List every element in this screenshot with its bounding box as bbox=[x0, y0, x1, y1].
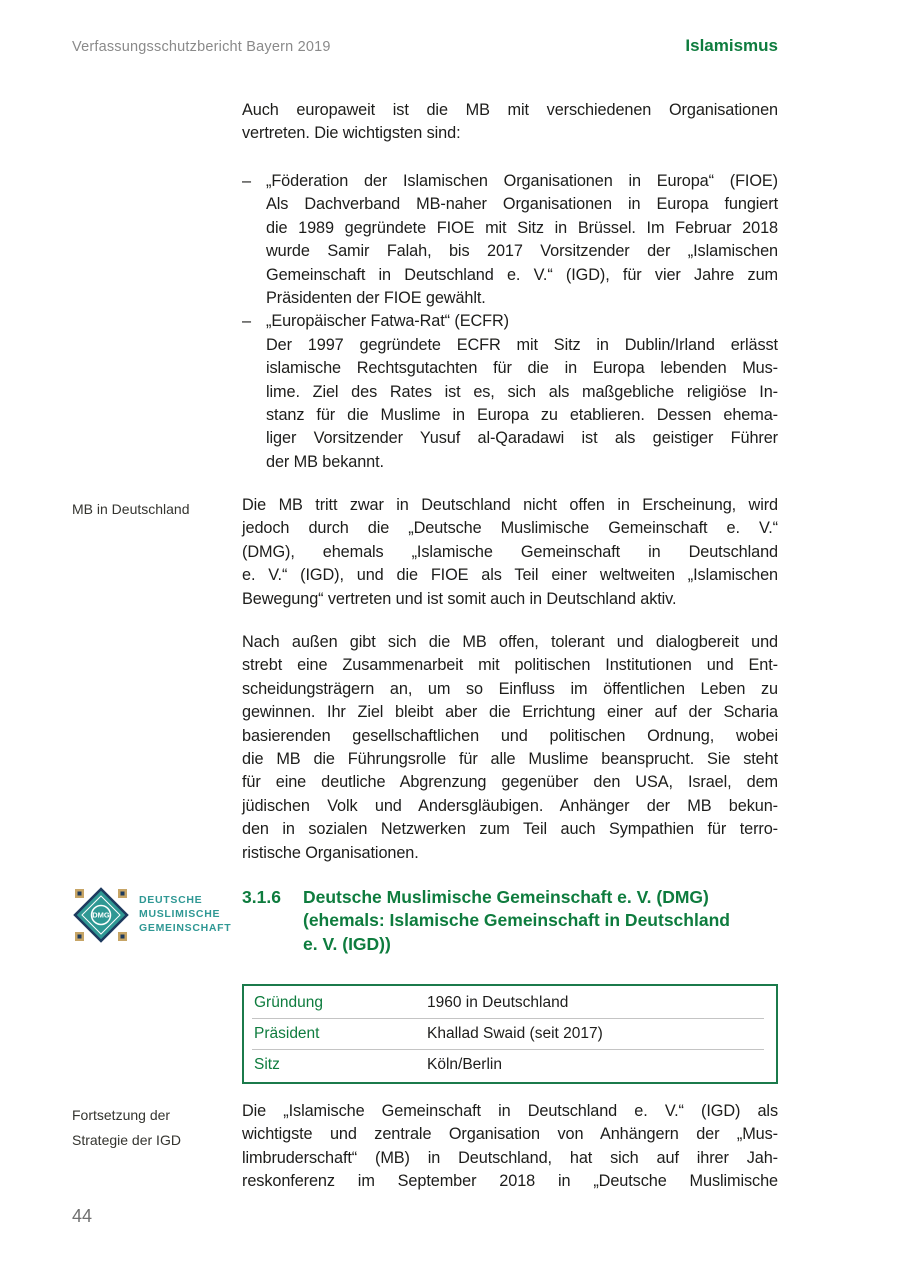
text-line: strebt eine Zusammenarbeit mit politischen Institutionen und Ent- bbox=[242, 656, 778, 675]
report-title: Verfassungsschutzbericht Bayern 2019 bbox=[72, 39, 331, 55]
text-line: wurde Samir Falah, bis 2017 Vorsitzender der „Islamischen bbox=[266, 242, 778, 261]
text-line: reskonferenz im September 2018 in „Deutsche Muslimische bbox=[242, 1172, 778, 1191]
text-line: jedoch durch die „Deutsche Muslimische Gemeinschaft e. V.“ bbox=[242, 519, 778, 538]
text-line: Deutsche Muslimische Gemeinschaft e. V. (DMG) bbox=[303, 887, 709, 907]
text-line: limbruderschaft“ (MB) in Deutschland, hat sich auf ihrer Jah- bbox=[242, 1148, 778, 1167]
list-item-text bbox=[266, 310, 778, 474]
dmg-logo bbox=[72, 886, 231, 949]
text-line: GEMEINSCHAFT bbox=[139, 922, 232, 934]
margin-note-mb-in-deutschland bbox=[72, 497, 232, 522]
text-line: „Europäischer Fatwa-Rat“ (ECFR) bbox=[266, 312, 509, 331]
text-line: Nach außen gibt sich die MB offen, tolerant und dialogbereit und bbox=[242, 633, 778, 651]
paragraph-fortsetzung bbox=[242, 1100, 778, 1194]
text-line: Gemeinschaft in Deutschland e. V.“ (IGD), für vier Jahre zum bbox=[266, 265, 778, 284]
text-line: den in sozialen Netzwerken zum Teil auch Sympathien für terro- bbox=[242, 820, 778, 839]
text-line: liger Vorsitzender Yusuf al-Qaradawi ist als geistiger Führer bbox=[266, 429, 778, 448]
text-line: DEUTSCHE bbox=[139, 894, 203, 906]
text-line: e. V.“ (IGD), und die FIOE als Teil einer weltweiten „Islamischen bbox=[242, 566, 778, 585]
section-title bbox=[303, 886, 778, 956]
bullet-marker: – bbox=[242, 172, 251, 190]
section-number: 3.1.6 bbox=[242, 887, 281, 907]
infobox-row-sitz bbox=[244, 1050, 776, 1080]
bullet-marker: – bbox=[242, 312, 251, 331]
text-line: die 1989 gegründete FIOE mit Sitz in Brüssel. Im Februar 2018 bbox=[266, 218, 778, 237]
text-line: Bewegung“ vertreten und ist somit auch in Deutschland aktiv. bbox=[242, 589, 677, 608]
infobox-value: Köln/Berlin bbox=[427, 1056, 502, 1073]
text-line: Der 1997 gegründete ECFR mit Sitz in Dublin/Irland erlässt bbox=[266, 335, 778, 354]
chapter-title: Islamismus bbox=[685, 36, 778, 55]
intro-paragraph bbox=[242, 99, 778, 146]
infobox-value: Khallad Swaid (seit 2017) bbox=[427, 1025, 603, 1042]
text-line: die MB die Führungsrolle für alle Muslime beansprucht. Sie steht bbox=[242, 750, 778, 769]
org-infobox bbox=[242, 984, 778, 1084]
paragraph-mb-deutschland bbox=[242, 494, 778, 611]
text-line: scheidungsträgern an, um so Einfluss im öffentlichen Leben zu bbox=[242, 679, 778, 698]
text-line: Die MB tritt zwar in Deutschland nicht offen in Erscheinung, wird bbox=[242, 496, 778, 514]
dmg-logo-icon bbox=[72, 886, 130, 949]
infobox-row-gruendung bbox=[244, 988, 776, 1018]
text-line: gewinnen. Ihr Ziel bleibt aber die Errichtung einer auf der Scharia bbox=[242, 703, 778, 722]
text-line: (ehemals: Islamische Gemeinschaft in Deutschland bbox=[303, 910, 730, 931]
infobox-label: Präsident bbox=[254, 1025, 320, 1042]
text-line: Fortsetzung der bbox=[72, 1107, 171, 1123]
text-line: Auch europaweit ist die MB mit verschiedenen Organisationen bbox=[242, 101, 778, 119]
text-line: vertreten. Die wichtigsten sind: bbox=[242, 124, 461, 143]
page-number: 44 bbox=[72, 1206, 93, 1226]
text-line: basierenden gesellschaftlichen und politischen Ordnung, wobei bbox=[242, 726, 778, 745]
paragraph-nach-aussen bbox=[242, 631, 778, 865]
text-line: wichtigste und zentrale Organisation von Anhängern der „Mus- bbox=[242, 1125, 778, 1144]
dmg-logo-abbr: DMG bbox=[92, 910, 110, 920]
text-line: der MB bekannt. bbox=[266, 452, 384, 471]
page-header bbox=[72, 36, 778, 56]
section-heading bbox=[242, 886, 778, 956]
list-item-fioe bbox=[242, 170, 778, 310]
text-line: Präsidenten der FIOE gewählt. bbox=[266, 289, 486, 308]
text-line: e. V. (IGD)) bbox=[303, 933, 391, 954]
text-line: jüdischen Volk und Andersgläubigen. Anhänger der MB bekun- bbox=[242, 796, 778, 815]
text-line: Die „Islamische Gemeinschaft in Deutschland e. V.“ (IGD) als bbox=[242, 1102, 778, 1120]
text-line: „Föderation der Islamischen Organisationen in Europa“ (FIOE) bbox=[266, 172, 778, 190]
text-line: ristische Organisationen. bbox=[242, 843, 419, 862]
list-item-text bbox=[266, 170, 778, 310]
text-line: islamische Rechtsgutachten für die in Europa lebenden Mus- bbox=[266, 359, 778, 378]
infobox-value: 1960 in Deutschland bbox=[427, 994, 569, 1011]
list-item-ecfr bbox=[242, 310, 778, 474]
text-line: Als Dachverband MB-naher Organisationen in Europa fungiert bbox=[266, 195, 778, 214]
text-line: für eine deutliche Abgrenzung gegenüber den USA, Israel, dem bbox=[242, 773, 778, 792]
text-line: (DMG), ehemals „Islamische Gemeinschaft in Deutschland bbox=[242, 542, 778, 561]
text-line: MUSLIMISCHE bbox=[139, 908, 221, 920]
margin-note-fortsetzung bbox=[72, 1103, 232, 1153]
infobox-label: Sitz bbox=[254, 1056, 280, 1073]
text-line: Strategie der IGD bbox=[72, 1132, 181, 1148]
text-line: lime. Ziel des Rates ist es, sich als maßgebliche religiöse In- bbox=[266, 382, 778, 401]
bullet-list bbox=[242, 170, 778, 474]
infobox-row-praesident bbox=[244, 1019, 776, 1049]
dmg-logo-wordmark bbox=[139, 893, 231, 949]
text-line: stanz für die Muslime in Europa zu etablieren. Dessen ehema- bbox=[266, 406, 778, 425]
infobox-label: Gründung bbox=[254, 994, 323, 1011]
text-line: MB in Deutschland bbox=[72, 501, 190, 517]
